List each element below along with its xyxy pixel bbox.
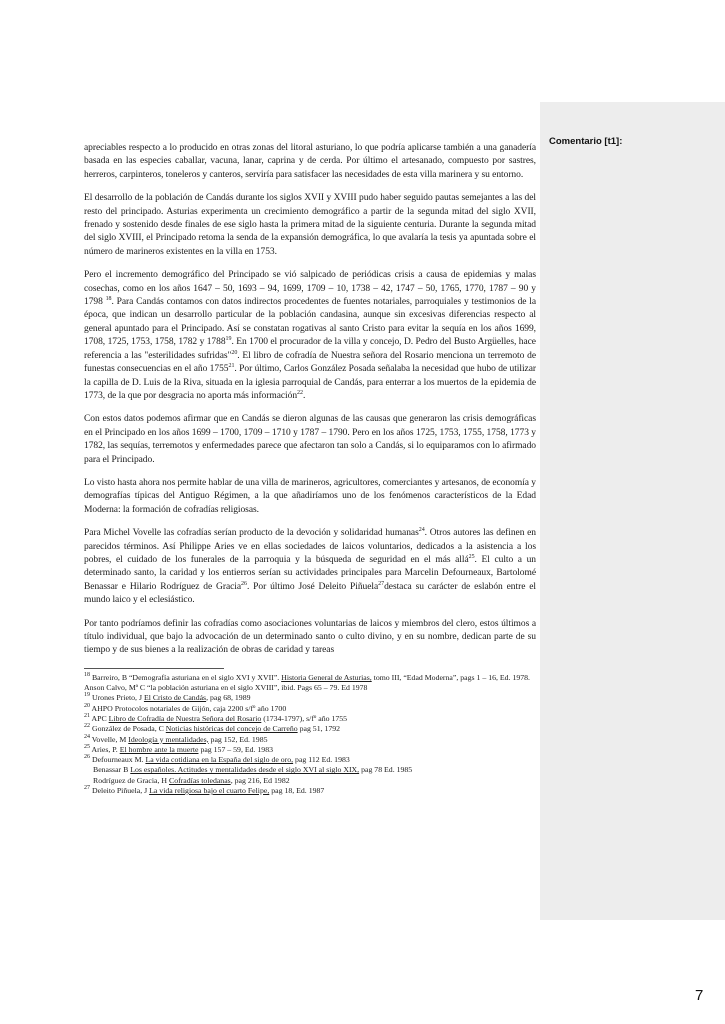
text-run: El desarrollo de la población de Candás durante los siglos XVII y XVIII pudo haber seguido pautas semejantes a las del resto del principado. Asturias experimenta un crecimiento demográfico a partir de la segunda mitad del siglo XVII, frenado y sostenido desde finales de ese siglo hasta la primera mitad de la siguiente centuria. Durante la segunda mitad del siglo XVIII, el Principado retoma la senda de la expansión demográfica, lo que avalaría la tesis ya apuntada sobre el número de marineros existentes en la villa en 1753. [84, 193, 536, 257]
text-run: . En 1700 el procurador de la villa y concejo, D. Pedro del Busto Argüelles, hace referencia a las "esterilidades sufridas" [84, 337, 536, 361]
footnote-ref: 26 [241, 580, 247, 587]
paragraph [84, 527, 536, 607]
paragraph [84, 413, 536, 467]
footnote-ref: 24 [418, 527, 425, 534]
text-run: González de Posada, C [90, 724, 166, 734]
text-run: Deleito Piñuela, J [90, 786, 150, 796]
footnote-ref: 18 [105, 296, 112, 303]
text-run: Defourneaux M. [90, 755, 146, 765]
footnote-ref: 21 [84, 713, 90, 719]
footnote-ref: 19 [225, 336, 232, 343]
text-run: . [302, 390, 306, 401]
footnote-ref: 19 [84, 692, 90, 699]
footnotes [84, 673, 536, 797]
comment-label: Comentario [t1]: [549, 136, 623, 147]
footnote-ref: 22 [84, 723, 90, 730]
footnote-ref: 26 [84, 754, 90, 761]
main-text [84, 142, 536, 658]
cited-title: El hombre ante la muerte [119, 744, 199, 754]
footnote [84, 745, 536, 755]
footnote-ref: 27 [84, 785, 90, 792]
text-run: apreciables respecto a lo producido en otras zonas del litoral asturiano, lo que podría aplicarse también a una ganadería basada en las especies caballar, vacuna, lanar, caprina y de cerda. Por último el artesanado, compuesto por sastres, herreros, carpinteros, toneleros y canteros, serviría para satisfacer las necesidades de esta villa marinera y su entorno. [84, 143, 536, 180]
text-run: Aries, P. [90, 744, 120, 754]
footnote [84, 776, 536, 786]
text-run: Para Michel Vovelle las cofradías serían producto de la devoción y solidaridad humanas [84, 528, 419, 539]
footnote-ref: 20 [84, 702, 90, 709]
text-run: . El libro de cofradía de Nuestra señora del Rosario menciona un terremoto de funestas consecuencias en el año 1755 [84, 350, 537, 375]
text-run: destaca su carácter de eslabón entre el mundo laico y el eclesiástico. [84, 581, 537, 606]
footnote-ref: 24 [84, 733, 90, 740]
footnote-continuation [84, 765, 412, 775]
footnote [84, 786, 536, 796]
text-run: (1734-1797), s/fº año 1755 [261, 714, 348, 723]
text-run: pag 157 – 59, Ed. 1983 [198, 744, 273, 754]
text-run: , pag 216, Ed 1982 [230, 775, 290, 785]
text-run: Con estos datos podemos afirmar que en Candás se dieron algunas de las causas que generaron las crisis demográficas en el Principado en los años 1699 – 1700, 1709 – 1710 y 1787 – 1790. Pero en los años 1725, 1753, 1755, 1758, 1773 y 1782, las sequías, terremotos y enfermedades parece que afectaron tan solo a Candás, si lo equiparamos con lo afirmado para el Principado. [84, 414, 536, 465]
text-run: Benassar B [93, 765, 131, 775]
paragraph [84, 618, 536, 658]
text-run: pag 112 Ed. 1983 [293, 755, 350, 765]
footnote [84, 704, 536, 714]
text-run: APC [90, 714, 109, 723]
footnote-ref: 25 [84, 743, 90, 750]
cited-title: Libro de Cofradía de Nuestra Señora del Rosario [108, 714, 262, 723]
text-run: Urones Prieto, J [90, 693, 144, 703]
text-run: . Para Candás contamos con datos indirectos procedentes de fuentes notariales, parroquiales y testimonios de la época, que indican un desarrollo particular de la población candasina, aunque sin excesivas diferencias respecto al general apuntado para el Principado. Así se constatan rogativas al santo Cristo para evitar la sequía en los años 1699, 1708, 1725, 1753, 1758, 1782 y 1788 [84, 297, 536, 348]
cited-title: Historia General de Asturias, [281, 672, 372, 682]
footnote-continuation [84, 776, 290, 786]
footnote-ref: 20 [231, 349, 238, 356]
footnote-ref: 25 [468, 553, 475, 560]
text-run: Pero el incremento demográfico del Principado se vió salpicado de periódicas crisis a causa de epidemias y malas cosechas, como en los años 1647 – 50, 1693 – 94, 1699, 1709 – 10, 1738 – 42, 1747 – 50, 1765, 1770, 1787 – 90 y 1798 [84, 270, 536, 308]
text-run: . Otros autores las definen en parecidos términos. Así Philippe Aries ve en ellas sociedades de laicos voluntarios, dedicados a la asistencia a los pobres, el cuidado de los funerales de la parroquia y la búsqueda de seguridad en el más allá [84, 528, 536, 565]
text-run: Vovelle, M [90, 734, 129, 744]
text-run: pag 18, Ed. 1987 [269, 786, 325, 796]
cited-title: La vida religiosa bajo el cuarto Felipe, [149, 786, 270, 796]
footnote [84, 693, 536, 703]
footnote-separator [84, 668, 224, 669]
footnote [84, 714, 536, 724]
cited-title: Los españoles. Actitudes y mentalidades desde el siglo XVI al siglo XIX, [130, 765, 360, 775]
cited-title: La vida cotidiana en la España del siglo de oro, [145, 755, 294, 765]
text-run: AHPO Protocolos notariales de Gijón, caja 2200 s/fº año 1700 [90, 703, 287, 713]
footnote [84, 765, 536, 775]
footnote [84, 673, 536, 683]
footnote-ref: 27 [378, 580, 385, 587]
cited-title: Ideología y mentalidades, [128, 734, 209, 744]
comment-sidebar [540, 102, 725, 920]
text-run: Lo visto hasta ahora nos permite hablar de una villa de marineros, agricultores, comerciantes y artesanos, de economía y demografías típicas del Antiguo Régimen, a la que añadiríamos uno de los fenómenos característicos de la Edad Moderna: la formación de cofradías religiosas. [84, 477, 536, 515]
footnote [84, 735, 536, 745]
text-run: tomo III, “Edad Moderna”, pags 1 – 16, Ed. 1978. [371, 672, 530, 682]
footnote [84, 724, 536, 734]
text-run: Por tanto podríamos definir las cofradías como asociaciones voluntarias de laicos y miembros del clero, estos últimos a título individual, que bajo la advocación de un determinado santo o culto divino, y en su nombre, dedican parte de su tiempo y de sus bienes a la realización de obras de caridad y tareas [84, 618, 536, 656]
text-run: Barreiro, B “Demografía asturiana en el siglo XVI y XVII”. [90, 672, 282, 682]
page-number: 7 [695, 987, 704, 1004]
text-run: Rodríguez de Gracia, H [93, 775, 169, 785]
paragraph [84, 142, 536, 182]
text-run: . Por último José Deleito Piñuela [246, 581, 379, 592]
paragraph [84, 477, 536, 517]
cited-title: Cofradías toledanas [169, 775, 231, 785]
text-run: pag 51, 1792 [297, 724, 341, 734]
text-run: Anson Calvo, Mª C “la población asturiana en el siglo XVIII”, ibid. Pags 65 – 79. Ed 1978 [84, 683, 368, 693]
paragraph [84, 269, 536, 403]
text-run: , pag 68, 1989 [206, 693, 251, 703]
footnote-ref: 18 [84, 671, 90, 678]
cited-title: El Cristo de Candás [143, 693, 207, 703]
footnote-ref: 21 [228, 363, 235, 370]
cited-title: Noticias históricas del concejo de Carreño [165, 724, 298, 734]
text-run: . El culto a un determinado santo, la caridad y los entierros serían su actividades principales para Marcelin Defourneaux, Bartolomé Benassar e Hilario Rodríguez de Gracia [84, 554, 536, 592]
page-body [84, 142, 536, 796]
text-run: pag 152, Ed. 1985 [208, 734, 268, 744]
footnote-ref: 22 [297, 389, 303, 396]
paragraph [84, 192, 536, 259]
footnote [84, 683, 536, 693]
footnote [84, 755, 536, 765]
text-run: . Por último, Carlos González Posada señalaba la necesidad que hubo de utilizar la capilla de D. Luis de la Riva, situada en la iglesia parroquial de Candás, para enterrar a los muertos de la epidemia de 1773, de la que por desgracia no aporta más información [84, 364, 536, 401]
text-run: pag 78 Ed. 1985 [359, 765, 413, 775]
